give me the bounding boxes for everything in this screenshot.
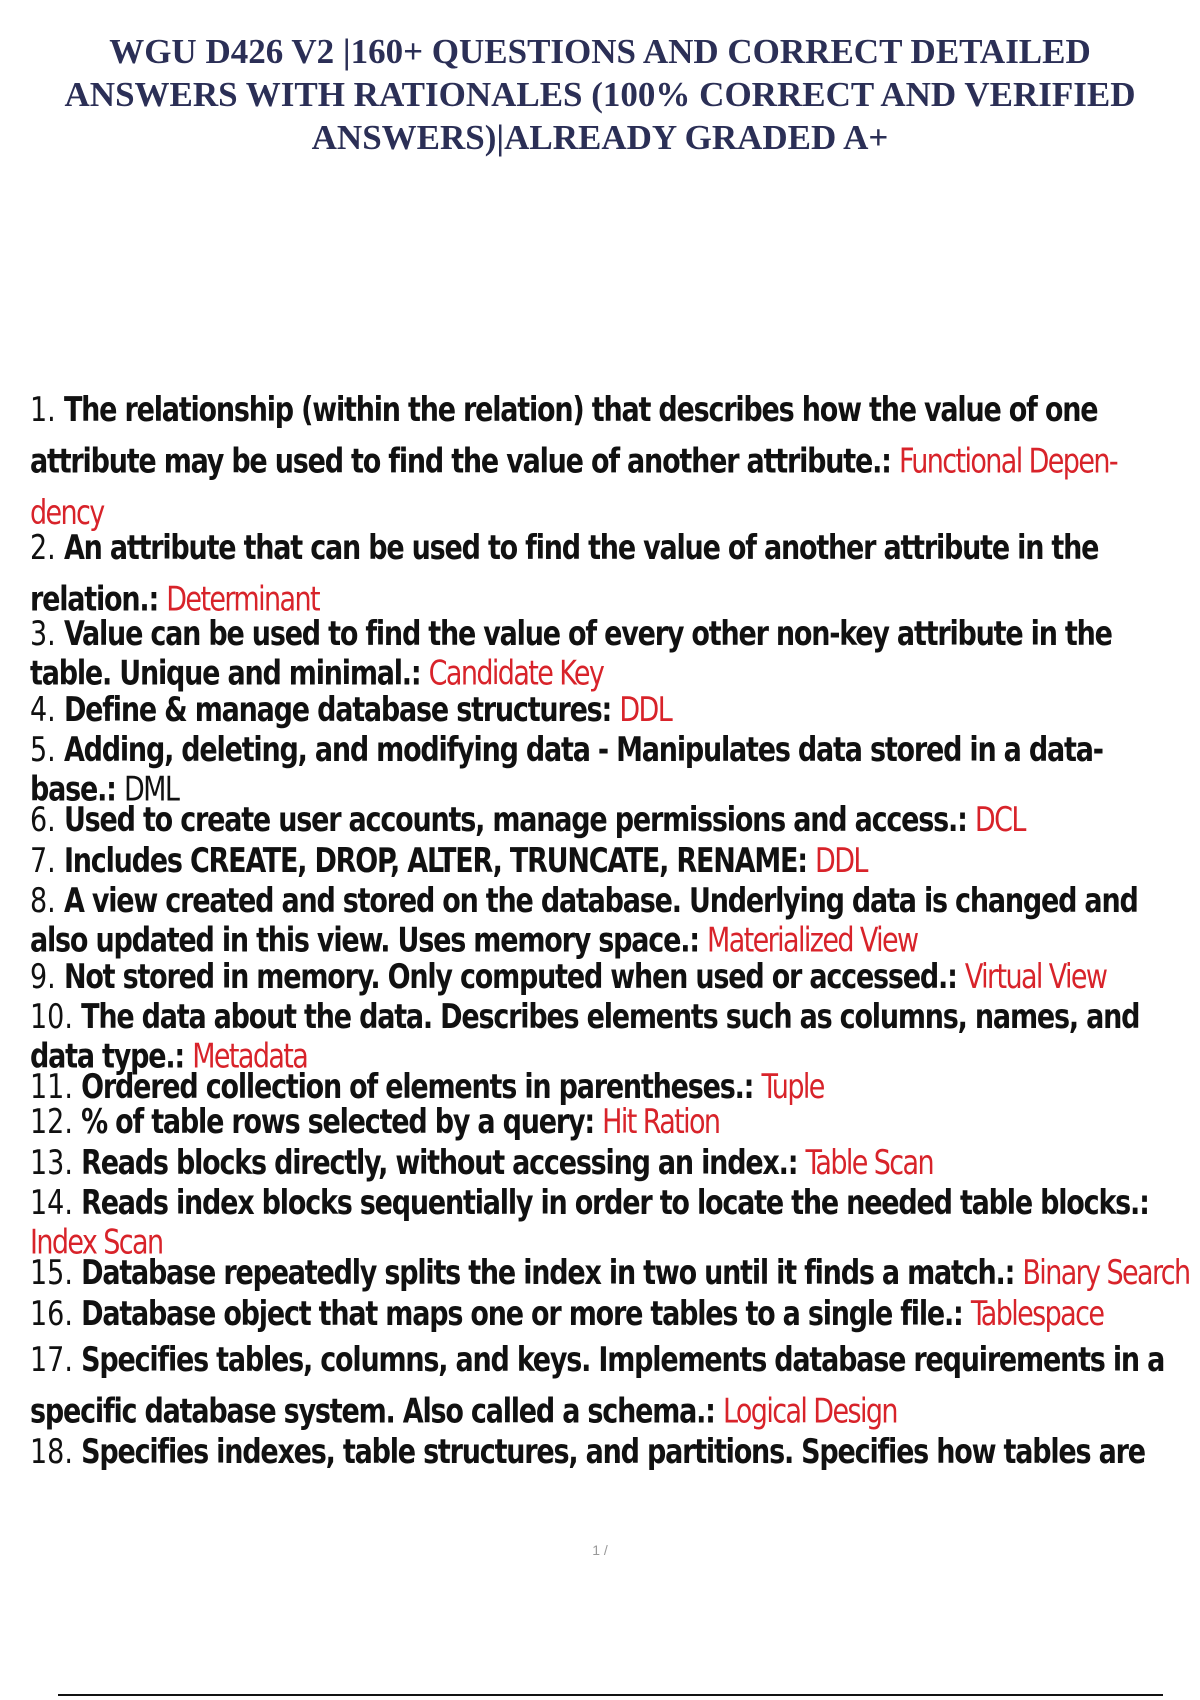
question-text: An attribute that can be used to find the value of another attribute in the relation.: — [30, 528, 1099, 620]
question-text: Value can be used to find the value of every other non-key attribute in the table. Unique and minimal.: — [30, 615, 1112, 694]
item-number: 18. — [30, 1432, 73, 1472]
question-text: Database object that maps one or more tables to a single file.: — [81, 1294, 963, 1334]
item-number: 13. — [30, 1143, 73, 1183]
question-text: Database repeatedly splits the index in two until it finds a match.: — [81, 1254, 1015, 1294]
qa-item-17 — [30, 1335, 1190, 1438]
qa-item-14 — [30, 1184, 1190, 1262]
question-text: Ordered collection of elements in parentheses.: — [81, 1068, 754, 1108]
answer-text: Materialized View — [707, 921, 918, 961]
qa-item-12 — [30, 1103, 1190, 1142]
question-list — [30, 385, 1190, 1473]
item-number: 17. — [30, 1340, 73, 1380]
item-number: 1. — [30, 390, 56, 430]
item-number: 10. — [30, 998, 73, 1038]
qa-item-6 — [30, 801, 1190, 840]
qa-item-9 — [30, 952, 1190, 1004]
item-number: 12. — [30, 1103, 73, 1143]
question-text: Specifies tables, columns, and keys. Implements database requirements in a specific database system. Also called a schema.: — [30, 1340, 1165, 1432]
question-text: % of table rows selected by a query: — [81, 1103, 594, 1143]
qa-item-18 — [30, 1427, 1190, 1479]
question-text: Used to create user accounts, manage permissions and access.: — [63, 801, 967, 841]
qa-item-13 — [30, 1138, 1190, 1190]
item-number: 6. — [30, 801, 56, 841]
qa-item-7 — [30, 836, 1190, 888]
footer-divider — [58, 1694, 1163, 1696]
question-text: Adding, deleting, and modifying data - Manipulates data stored in a data- base.: — [30, 731, 1103, 810]
answer-text: Virtual View — [964, 957, 1107, 997]
item-number: 9. — [30, 957, 56, 997]
item-number: 7. — [30, 841, 56, 881]
answer-text: DCL — [974, 801, 1025, 841]
question-text: A view created and stored on the database. Underlying data is changed and also updated in this view. Uses memory space.: — [30, 882, 1138, 961]
qa-item-3 — [30, 615, 1190, 693]
item-number: 4. — [30, 690, 56, 730]
question-text: The data about the data. Describes elements such as columns, names, and data type.: — [30, 998, 1140, 1077]
answer-text: DDL — [619, 690, 672, 730]
question-text: Not stored in memory. Only computed when used or accessed.: — [63, 957, 957, 997]
question-text: Includes CREATE, DROP, ALTER, TRUNCATE, RENAME: — [63, 841, 807, 881]
item-number: 3. — [30, 615, 56, 655]
answer-text: Table Scan — [805, 1143, 933, 1183]
qa-item-15 — [30, 1254, 1190, 1293]
qa-item-8 — [30, 882, 1190, 960]
answer-text: Binary Search — [1022, 1254, 1190, 1294]
answer-text: Candidate Key — [428, 654, 604, 694]
answer-text: Metadata — [192, 1037, 308, 1077]
item-number: 14. — [30, 1184, 73, 1224]
qa-item-5 — [30, 731, 1190, 809]
qa-item-1 — [30, 385, 1190, 540]
answer-text: Determinant — [166, 580, 319, 620]
item-number: 8. — [30, 882, 56, 922]
document-title: WGU D426 V2 |160+ QUESTIONS AND CORRECT DETAILED ANSWERS WITH RATIONALES (100% CORRECT AND VERIFIED ANSWERS)|ALREADY GRADED A+ — [64, 32, 1136, 157]
question-text: Reads index blocks sequentially in order to locate the needed table blocks.: — [81, 1184, 1149, 1224]
question-text: Specifies indexes, table structures, and partitions. Specifies how tables are — [81, 1432, 1145, 1472]
qa-item-16 — [30, 1289, 1190, 1341]
qa-item-11 — [30, 1068, 1190, 1107]
qa-item-10 — [30, 998, 1190, 1076]
page-number: 1 / — [592, 1542, 608, 1558]
item-number: 15. — [30, 1254, 73, 1294]
answer-text: Logical Design — [723, 1392, 897, 1432]
qa-item-2 — [30, 523, 1190, 626]
answer-text: Tablespace — [970, 1294, 1104, 1334]
item-number: 5. — [30, 731, 56, 771]
item-number: 16. — [30, 1294, 73, 1334]
question-text: The relationship (within the relation) that describes how the value of one attribute may be used to find the value of another attribute.: — [30, 390, 1098, 482]
item-number: 2. — [30, 528, 56, 568]
answer-text: Hit Ration — [602, 1103, 720, 1143]
answer-text: Functional Depen- dency — [30, 442, 1117, 533]
answer-text: DDL — [815, 841, 867, 881]
qa-item-4 — [30, 685, 1190, 737]
item-number: 11. — [30, 1068, 73, 1108]
answer-text: DML — [123, 770, 179, 810]
answer-text: Index Scan — [30, 1223, 163, 1263]
question-text: Define & manage database structures: — [63, 690, 612, 730]
question-text: Reads blocks directly, without accessing an index.: — [81, 1143, 798, 1183]
answer-text: Tuple — [761, 1068, 824, 1108]
